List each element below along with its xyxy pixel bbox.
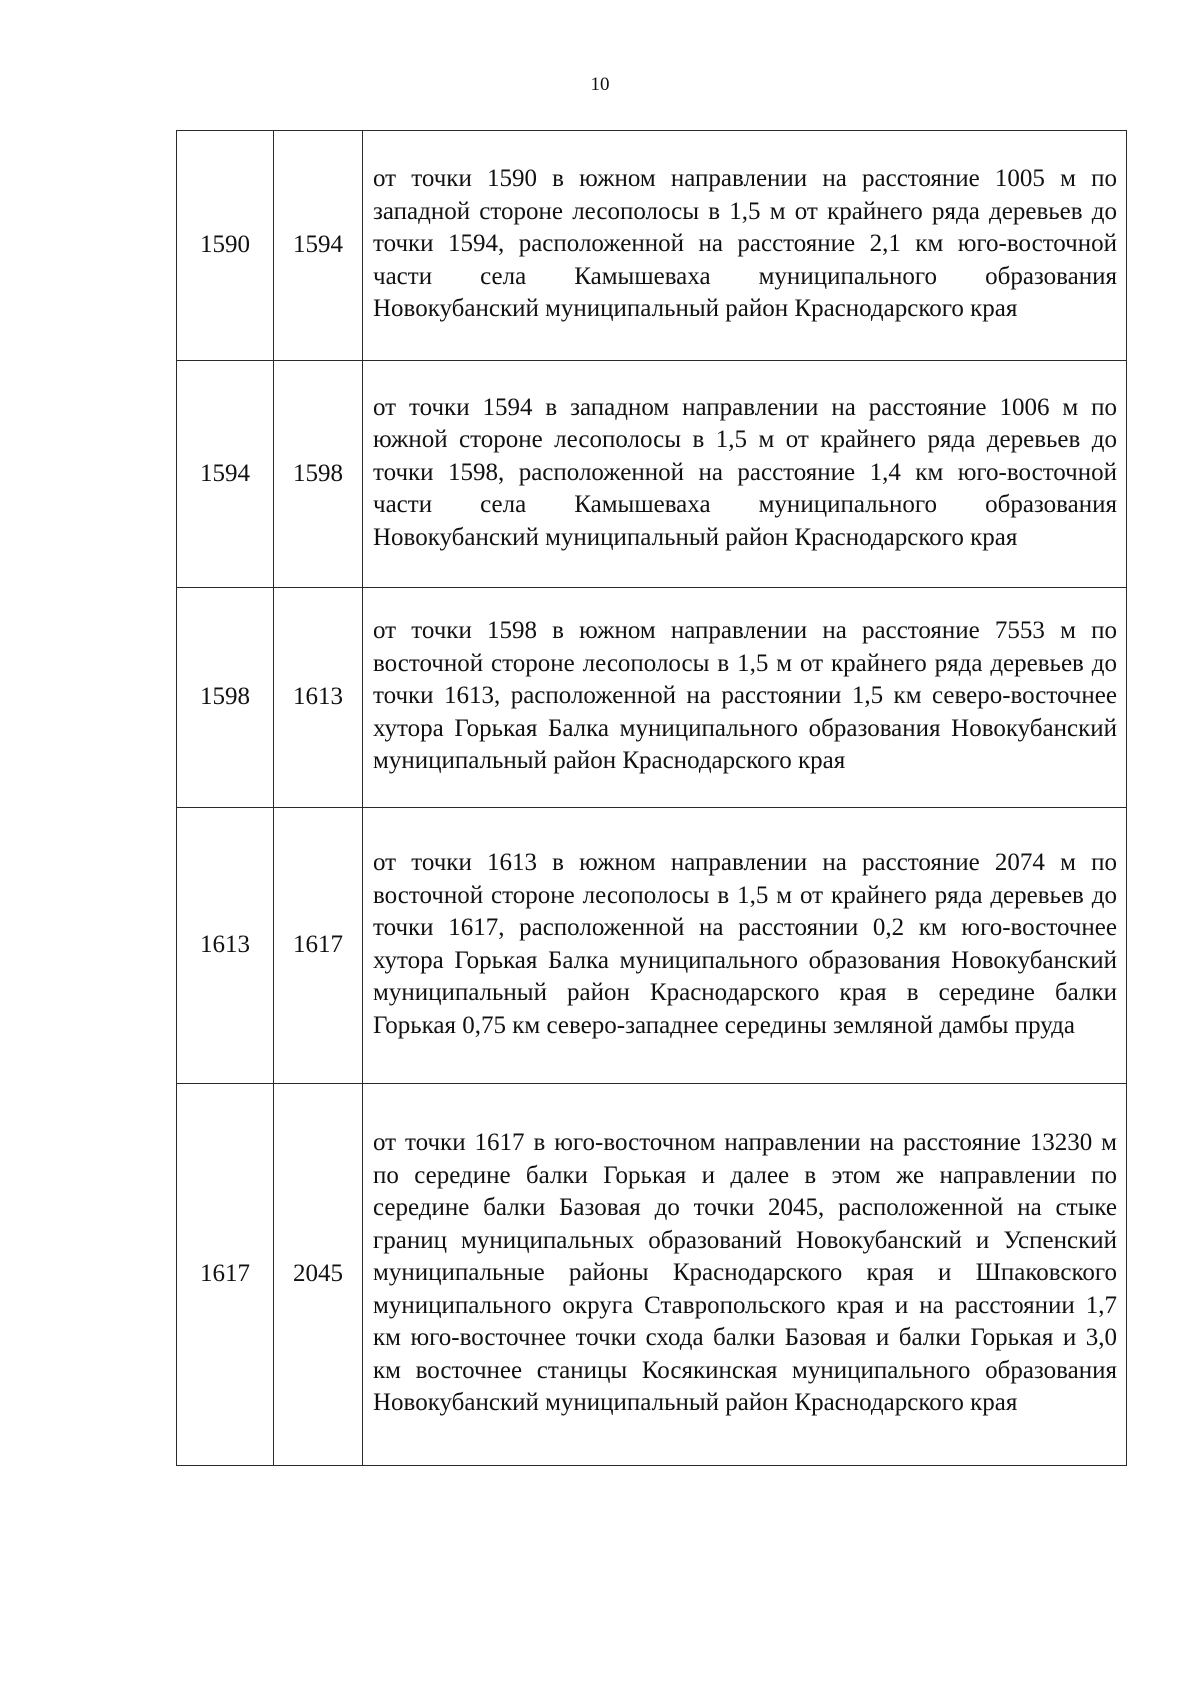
- route-description-cell: от точки 1617 в юго-восточном направлении на расстояние 13230 м по середине балки Горькая и далее в этом же направлении по середине балки Базовая до точки 2045, расположенной на стыке границ муниципальных образований Новокубанский и Успенский муниципальные районы Краснодарского края и Шпаковского муниципального округа Ставропольского края и на расстоянии 1,7 км юго-восточнее точки схода балки Базовая и балки Горькая и 3,0 км восточнее станицы Косякинская муниципального образования Новокубанский муниципальный район Краснодарского края: [363, 1084, 1127, 1466]
- start-point-cell: 1617: [177, 1084, 274, 1466]
- table-row: [177, 1084, 1127, 1466]
- start-point-cell: 1613: [177, 808, 274, 1084]
- end-point-cell: 1598: [274, 361, 363, 588]
- start-point-cell: 1590: [177, 131, 274, 361]
- route-description-cell: от точки 1594 в западном направлении на расстояние 1006 м по южной стороне лесополосы в 1,5 м от крайнего ряда деревьев до точки 1598, расположенной на расстояние 1,4 км юго-восточной части села Камышеваха муниципального образования Новокубанский муниципальный район Краснодарского края: [363, 361, 1127, 588]
- end-point-cell: 1617: [274, 808, 363, 1084]
- table-row: [177, 588, 1127, 808]
- route-description-cell: от точки 1598 в южном направлении на расстояние 7553 м по восточной стороне лесополосы в 1,5 м от крайнего ряда деревьев до точки 1613, расположенной на расстоянии 1,5 км северо-восточнее хутора Горькая Балка муниципального образования Новокубанский муниципальный район Краснодарского края: [363, 588, 1127, 808]
- end-point-cell: 1594: [274, 131, 363, 361]
- end-point-cell: 1613: [274, 588, 363, 808]
- page-number: 10: [590, 74, 610, 95]
- route-description-cell: от точки 1613 в южном направлении на расстояние 2074 м по восточной стороне лесополосы в 1,5 м от крайнего ряда деревьев до точки 1617, расположенной на расстоянии 0,2 км юго-восточнее хутора Горькая Балка муниципального образования Новокубанский муниципальный район Краснодарского края в середине балки Горькая 0,75 км северо-западнее середины земляной дамбы пруда: [363, 808, 1127, 1084]
- table-row: [177, 361, 1127, 588]
- start-point-cell: 1594: [177, 361, 274, 588]
- end-point-cell: 2045: [274, 1084, 363, 1466]
- boundary-description-table: [176, 130, 1127, 1466]
- table-row: [177, 131, 1127, 361]
- start-point-cell: 1598: [177, 588, 274, 808]
- route-description-cell: от точки 1590 в южном направлении на расстояние 1005 м по западной стороне лесополосы в 1,5 м от крайнего ряда деревьев до точки 1594, расположенной на расстояние 2,1 км юго-восточной части села Камышеваха муниципального образования Новокубанский муниципальный район Краснодарского края: [363, 131, 1127, 361]
- table-row: [177, 808, 1127, 1084]
